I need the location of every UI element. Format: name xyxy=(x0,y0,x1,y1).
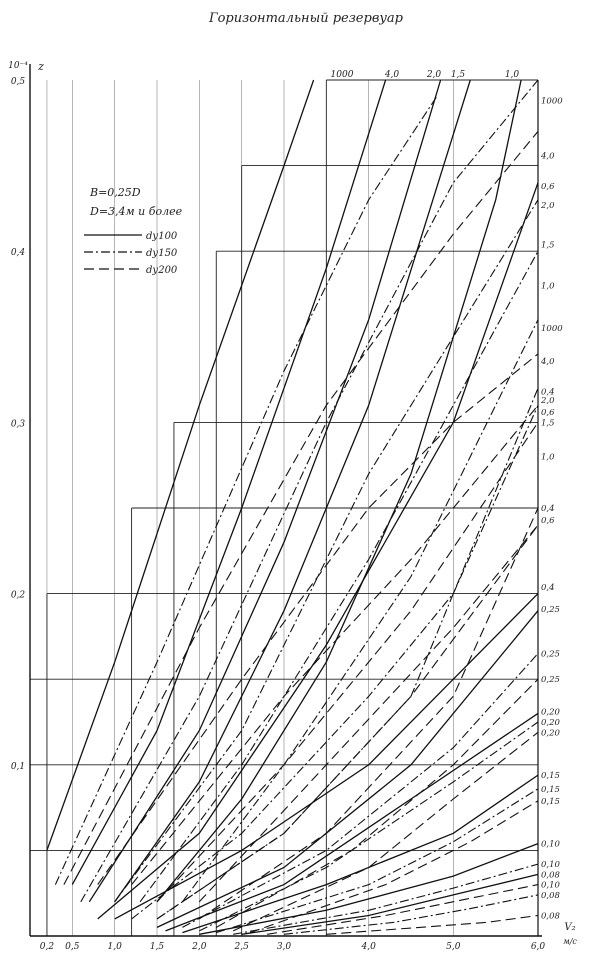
x-axis-label: V₂ xyxy=(564,922,576,933)
right-curve-label: 0,15 xyxy=(541,784,560,795)
right-curve-label: 1000 xyxy=(541,96,563,107)
legend-condition: B=0,25D xyxy=(90,186,141,199)
legend xyxy=(84,186,183,276)
right-curve-label: 0,20 xyxy=(541,728,560,739)
legend-label: dу100 xyxy=(146,231,178,242)
right-curve-label: 2,0 xyxy=(541,200,555,211)
legend-label: dу150 xyxy=(146,248,178,259)
series-line xyxy=(98,354,538,885)
x-tick-label: 5,0 xyxy=(446,942,461,952)
series-line xyxy=(182,320,538,902)
right-curve-label: 0,4 xyxy=(541,582,555,593)
right-curve-label: 0,15 xyxy=(541,796,560,807)
legend-label: dу200 xyxy=(146,265,178,276)
series-line xyxy=(216,679,538,927)
series-line xyxy=(132,405,538,919)
series-line xyxy=(233,732,538,931)
x-tick-label: 3,0 xyxy=(276,942,292,952)
series-line xyxy=(216,789,538,933)
y-tick-label: 0,5 xyxy=(10,77,26,87)
top-curve-label: 2,0 xyxy=(426,70,442,80)
right-curve-label: 0,25 xyxy=(541,675,560,686)
y-axis-label: z xyxy=(38,60,44,73)
right-curve-label: 0,10 xyxy=(541,860,560,871)
series-line xyxy=(166,713,539,931)
series-line xyxy=(157,80,521,902)
right-curve-label: 0,6 xyxy=(541,408,555,419)
series-line xyxy=(89,80,440,902)
right-curve-label: 0,20 xyxy=(541,707,560,718)
top-curve-label: 1,0 xyxy=(504,70,520,80)
y-tick-label: 0,4 xyxy=(10,248,26,259)
x-tick-label: 1,0 xyxy=(107,942,122,952)
y-tick-label: 0,1 xyxy=(10,761,26,772)
x-axis-unit: м/с xyxy=(563,937,577,946)
legend-condition: D=3,4м и более xyxy=(90,205,183,218)
right-curve-label: 0,4 xyxy=(541,387,555,398)
right-curve-label: 0,08 xyxy=(541,911,560,922)
x-tick-label: 1,5 xyxy=(149,942,165,952)
right-curve-label: 0,6 xyxy=(541,182,555,193)
top-curve-label: 1,5 xyxy=(450,70,466,80)
right-curve-label: 1000 xyxy=(541,324,563,335)
right-curve-label: 0,20 xyxy=(541,718,560,728)
right-curve-label: 0,08 xyxy=(541,870,560,881)
series-line xyxy=(157,388,538,919)
x-tick-label: 0,5 xyxy=(65,942,80,952)
right-curve-label: 0,08 xyxy=(541,890,560,901)
right-curve-label: 0,10 xyxy=(541,880,560,891)
right-curve-label: 0,25 xyxy=(541,605,560,616)
right-curve-label: 4,0 xyxy=(541,151,555,162)
y-scale-label: 10⁻⁴ xyxy=(8,61,28,71)
y-tick-label: 0,2 xyxy=(10,590,26,601)
right-curve-label: 0,10 xyxy=(541,839,560,850)
y-tick-label: 0,3 xyxy=(10,419,26,430)
top-curve-label: 4,0 xyxy=(384,70,400,80)
curve-labels xyxy=(331,70,564,921)
right-curve-label: 1,5 xyxy=(541,418,555,429)
x-tick-label: 4,0 xyxy=(361,942,376,952)
x-tick-label: 2,5 xyxy=(234,942,249,952)
x-tick-label: 2,0 xyxy=(192,942,207,952)
right-curve-label: 1,5 xyxy=(541,240,555,251)
series-line xyxy=(157,422,538,901)
chart-title: Горизонтальный резервуар xyxy=(209,11,403,26)
series-line xyxy=(326,916,538,935)
series-line xyxy=(140,251,538,902)
x-tick-label: 6,0 xyxy=(530,942,546,952)
series-line xyxy=(132,405,538,884)
right-curve-label: 0,6 xyxy=(541,515,555,526)
series-line xyxy=(250,801,538,933)
right-curve-label: 4,0 xyxy=(541,356,555,367)
series-line xyxy=(267,885,538,935)
right-curve-label: 1,0 xyxy=(541,452,555,463)
series-line xyxy=(81,80,538,902)
x-tick-label: 0,2 xyxy=(39,942,55,952)
series-line xyxy=(47,80,314,850)
top-curve-label: 1000 xyxy=(330,70,354,80)
right-curve-label: 0,25 xyxy=(541,649,560,660)
right-curve-label: 0,15 xyxy=(541,771,560,782)
right-curve-label: 1,0 xyxy=(541,281,555,292)
right-curve-label: 2,0 xyxy=(541,396,555,407)
right-curve-label: 0,4 xyxy=(541,504,555,514)
series-line xyxy=(182,654,538,928)
